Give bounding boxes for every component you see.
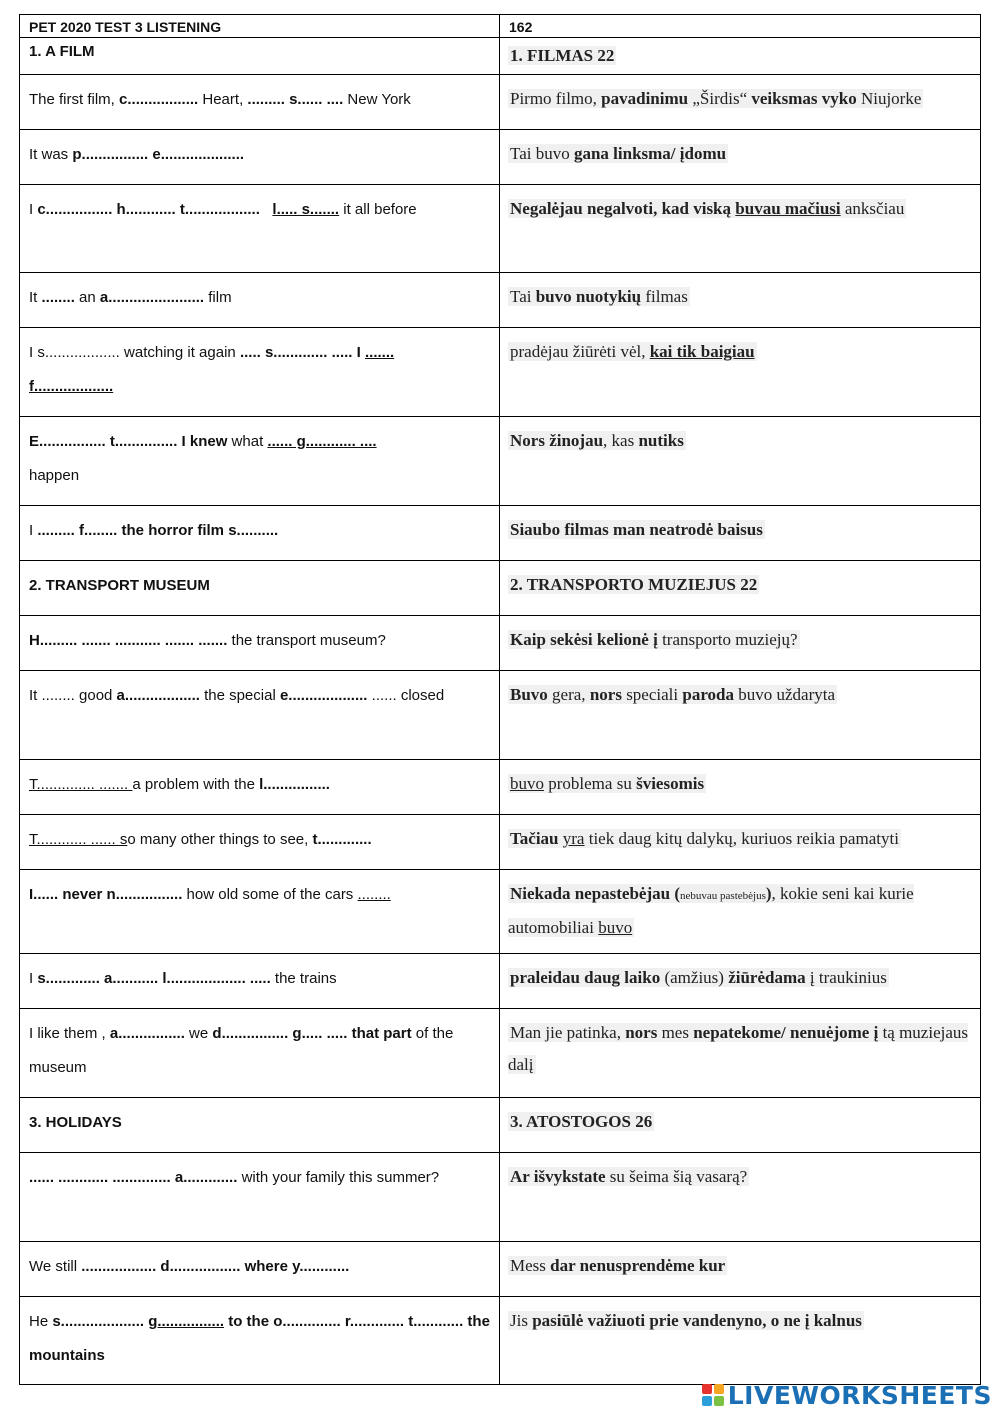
gap-sentence[interactable]: We still .................. d................. where y............ — [29, 1258, 350, 1275]
worksheet-table — [19, 14, 981, 1385]
section-title-en: 1. A FILM — [29, 43, 95, 60]
sentence-row — [20, 815, 981, 870]
translation: Tai buvo gana linksma/ įdomu — [510, 144, 727, 163]
translation: Kaip sekėsi kelionė į transporto muziejų? — [510, 630, 798, 649]
section-title-en: 2. TRANSPORT MUSEUM — [29, 577, 210, 594]
sentence-row — [20, 1153, 981, 1242]
sentence-row — [20, 75, 981, 130]
gap-sentence[interactable]: I c................ h............ t.................. l..... s....... it all before — [29, 201, 417, 218]
sentence-row — [20, 954, 981, 1009]
sentence-row — [20, 671, 981, 760]
sentence-row — [20, 1009, 981, 1098]
sentence-row — [20, 417, 981, 506]
liveworksheets-logo[interactable] — [702, 1381, 992, 1409]
sentence-row — [20, 328, 981, 417]
sentence-row — [20, 506, 981, 561]
logo-square-icon — [702, 1384, 712, 1394]
section-header-holidays — [20, 1098, 981, 1153]
gap-sentence[interactable]: H......... ....... ........... ....... ....... the transport museum? — [29, 632, 386, 649]
translation: praleidau daug laiko (amžius) žiūrėdama į traukinius — [510, 968, 887, 987]
gap-sentence[interactable]: I ......... f........ the horror film s.......... — [29, 522, 279, 539]
section-title-lt: 3. ATOSTOGOS 26 — [510, 1112, 653, 1131]
section-title-en: 3. HOLIDAYS — [29, 1114, 122, 1131]
logo-square-icon — [714, 1384, 724, 1394]
logo-square-icon — [714, 1396, 724, 1406]
sentence-row — [20, 870, 981, 954]
logo-text: LIVEWORKSHEETS — [727, 1380, 992, 1410]
sentence-row — [20, 1242, 981, 1297]
section-header-film — [20, 38, 981, 75]
section-title-lt: 2. TRANSPORTO MUZIEJUS 22 — [510, 575, 758, 594]
sentence-row — [20, 760, 981, 815]
gap-sentence[interactable]: T.............. ....... a problem with the l................ — [29, 776, 330, 793]
gap-sentence[interactable]: He s.................... g................ to the o.............. r............. t............ the mountains — [29, 1313, 490, 1364]
translation: Tai buvo nuotykių filmas — [510, 287, 688, 306]
translation: Negalėjau negalvoti, kad viską buvau mačiusi anksčiau — [510, 199, 905, 218]
sentence-row — [20, 616, 981, 671]
sentence-row — [20, 185, 981, 273]
gap-sentence[interactable]: The first film, c................. Heart, ......... s...... .... New York — [29, 91, 411, 108]
gap-sentence[interactable]: ...... ............ .............. a............. with your family this summer? — [29, 1169, 440, 1186]
section-header-transport — [20, 561, 981, 616]
translation: Niekada nepastebėjau (nebuvau pastebėjus), kokie seni kai kurie automobiliai buvo — [508, 884, 914, 937]
translation: Pirmo filmo, pavadinimu „Širdis“ veiksmas vyko Niujorke — [510, 89, 922, 108]
sentence-row — [20, 1297, 981, 1385]
translation: Ar išvykstate su šeima šią vasarą? — [510, 1167, 748, 1186]
page-number: 162 — [509, 19, 533, 35]
translation: Tačiau yra tiek daug kitų dalykų, kuriuos reikia pamatyti — [510, 829, 899, 848]
translation: Jis pasiūlė važiuoti prie vandenyno, o ne į kalnus — [510, 1311, 862, 1330]
logo-mark-icon — [702, 1384, 724, 1406]
translation: buvo problema su šviesomis — [510, 774, 705, 793]
gap-sentence[interactable]: I...... never n................ how old some of the cars ........ — [29, 886, 391, 903]
sentence-row — [20, 273, 981, 328]
translation: Siaubo filmas man neatrodė baisus — [510, 520, 763, 539]
translation: Mess dar nenusprendėme kur — [510, 1256, 726, 1275]
translation: Nors žinojau, kas nutiks — [510, 431, 684, 450]
translation: pradėjau žiūrėti vėl, kai tik baigiau — [510, 342, 755, 361]
gap-sentence[interactable]: E................ t............... I knew what ...... g............ .... happen — [29, 433, 377, 484]
gap-sentence[interactable]: It ........ good a.................. the special e................... ...... closed — [29, 687, 445, 704]
gap-sentence[interactable]: I s.................. watching it again ..... s............. ..... I ....... f................... — [29, 344, 395, 395]
gap-sentence[interactable]: T............ ...... so many other things to see, t............. — [29, 831, 372, 848]
logo-square-icon — [702, 1396, 712, 1406]
gap-sentence[interactable]: It was p................ e.................... — [29, 146, 245, 163]
translation: Buvo gera, nors speciali paroda buvo uždaryta — [510, 685, 836, 704]
header-row — [20, 15, 981, 38]
worksheet-title: PET 2020 TEST 3 LISTENING — [29, 19, 222, 35]
gap-sentence[interactable]: I like them , a................ we d................ g..... ..... that part of the museum — [29, 1025, 454, 1076]
sentence-row — [20, 130, 981, 185]
gap-sentence[interactable]: It ........ an a....................... film — [29, 289, 232, 306]
translation: Man jie patinka, nors mes nepatekome/ nenuėjome į tą muziejaus dalį — [508, 1023, 969, 1074]
section-title-lt: 1. FILMAS 22 — [510, 46, 615, 65]
gap-sentence[interactable]: I s............. a........... l................... ..... the trains — [29, 970, 337, 987]
